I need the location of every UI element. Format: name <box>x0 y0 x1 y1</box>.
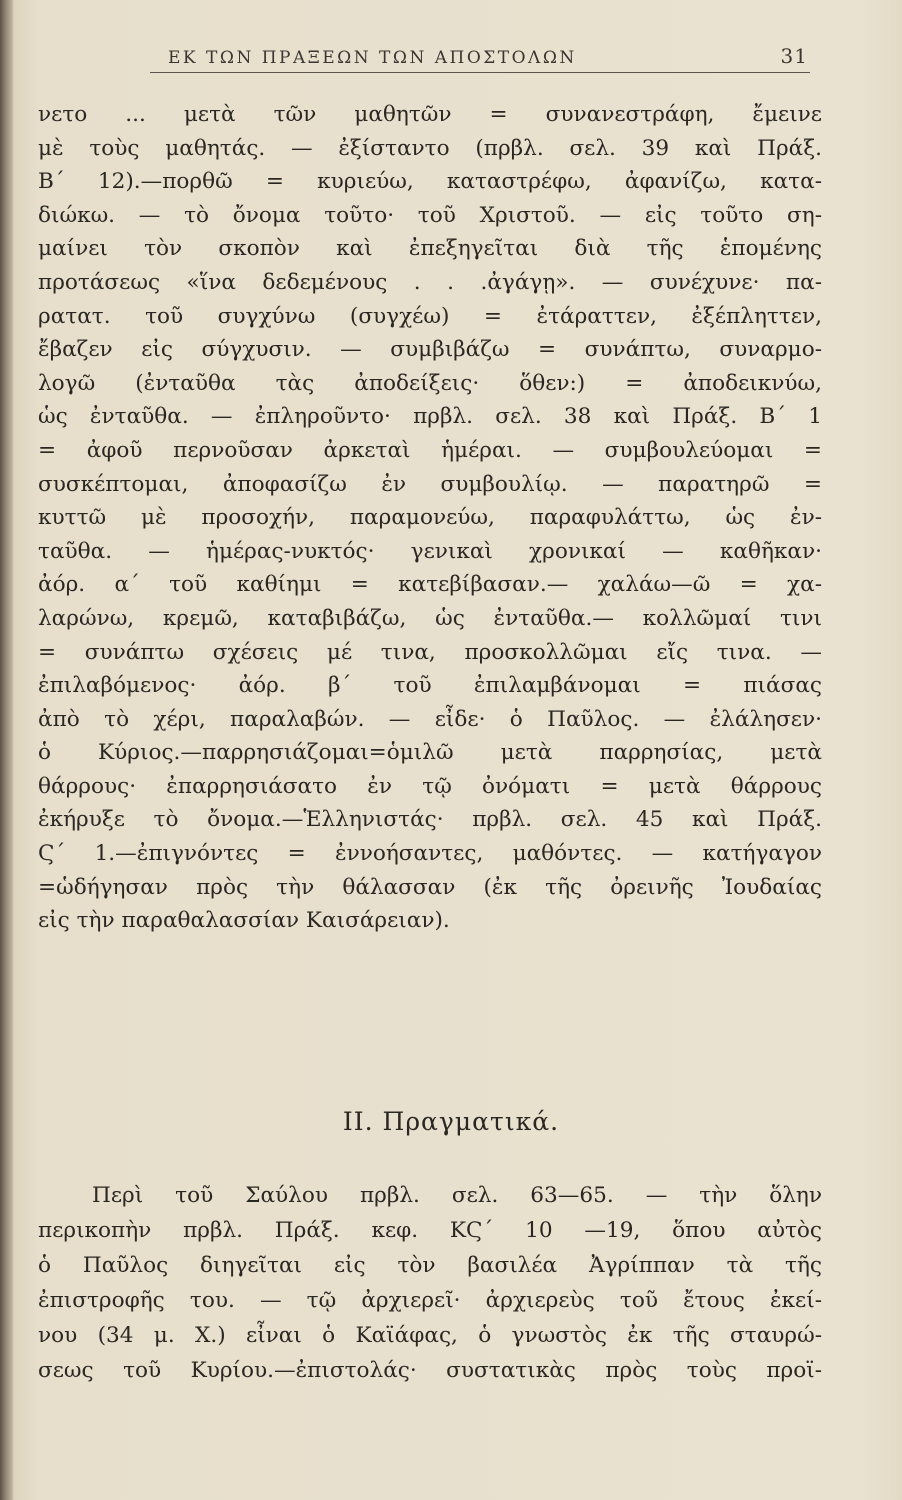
text-line: θάρρους· ἐπαρρησιάσατο ἐν τῷ ὀνόματι = μετὰ θάρρους <box>38 773 822 799</box>
text-line: ἔβαζεν εἰς σύγχυσιν. — συμβιβάζω = συνάπτω, συναρμο- <box>38 337 822 363</box>
running-header <box>168 44 808 74</box>
text-line: μὲ τοὺς μαθητάς. — ἐξίσταντο (πρβλ. σελ. 39 καὶ Πράξ. <box>38 135 822 161</box>
text-line: Περὶ τοῦ Σαύλου πρβλ. σελ. 63—65. — τὴν ὅλην <box>92 1183 822 1208</box>
text-line: λογῶ (ἐνταῦθα τὰς ἀποδείξεις· ὅθεν:) = ἀποδεικνύω, <box>38 370 822 396</box>
text-line: Ϛ΄ 1.—ἐπιγνόντες = ἐννοήσαντες, μαθόντες. — κατήγαγον <box>38 841 822 867</box>
header-rule <box>150 72 810 73</box>
text-line: ταῦθα. — ἡμέρας-νυκτός· γενικαὶ χρονικαί — καθῆκαν· <box>38 538 822 564</box>
section-heading: II. Πραγματικά. <box>342 1107 560 1136</box>
text-line: περικοπὴν πρβλ. Πράξ. κεφ. ΚϚ΄ 10 —19, ὅπου αὐτὸς <box>38 1218 822 1243</box>
text-line: νετο ... μετὰ τῶν μαθητῶν = συνανεστράφη, ἔμεινε <box>38 102 822 127</box>
text-line: εἰς τὴν παραθαλασσίαν Καισάρειαν). <box>38 908 450 934</box>
text-line: προτάσεως «ἵνα δεδεμένους . . .ἀγάγῃ». — συνέχυνε· πα- <box>38 269 822 295</box>
text-line: ἐπιστροφῆς του. — τῷ ἀρχιερεῖ· ἀρχιερεὺς τοῦ ἔτους ἐκεί- <box>38 1288 822 1313</box>
realia-notes <box>38 1178 822 1388</box>
text-line: =ὡδήγησαν πρὸς τὴν θάλασσαν (ἐκ τῆς ὀρεινῆς Ἰουδαίας <box>38 874 822 900</box>
text-line: = ἀφοῦ περνοῦσαν ἀρκεταὶ ἡμέραι. — συμβουλεύομαι = <box>38 437 822 463</box>
text-line: συσκέπτομαι, ἀποφασίζω ἐν συμβουλίῳ. — παρατηρῶ = <box>38 471 822 497</box>
text-line: λαρώνω, κρεμῶ, καταβιβάζω, ὡς ἐνταῦθα.— κολλῶμαί τινι <box>38 605 822 631</box>
text-line: σεως τοῦ Κυρίου.—ἐπιστολάς· συστατικὰς πρὸς τοὺς προϊ- <box>38 1358 822 1383</box>
text-line: ἐπιλαβόμενος· ἀόρ. β΄ τοῦ ἐπιλαμβάνομαι = πιάσας <box>38 673 822 699</box>
text-line: μαίνει τὸν σκοπὸν καὶ ἐπεξηγεῖται διὰ τῆς ἑπομένης <box>38 236 822 262</box>
text-line: = συνάπτω σχέσεις μέ τινα, προσκολλῶμαι εἴς τινα. — <box>38 639 822 665</box>
text-line: ρατατ. τοῦ συγχύνω (συγχέω) = ἐτάραττεν, ἐξέπληττεν, <box>38 303 822 329</box>
text-line: ὁ Κύριος.—παρρησιάζομαι=ὁμιλῶ μετὰ παρρησίας, μετὰ <box>38 740 822 766</box>
text-line: ἀπὸ τὸ χέρι, παραλαβών. — εἶδε· ὁ Παῦλος. — ἐλάλησεν· <box>38 706 822 732</box>
text-line: ὡς ἐνταῦθα. — ἐπληροῦντο· πρβλ. σελ. 38 καὶ Πράξ. Β΄ 1 <box>38 404 822 430</box>
text-line: νου (34 μ. Χ.) εἶναι ὁ Καϊάφας, ὁ γνωστὸς ἐκ τῆς σταυρώ- <box>38 1323 822 1348</box>
running-title: ΕΚ ΤΩΝ ΠΡΑΞΕΩΝ ΤΩΝ ΑΠΟΣΤΟΛΩΝ <box>168 48 577 68</box>
page-number: 31 <box>780 44 808 68</box>
glossary-notes <box>38 98 822 938</box>
text-line: κυττῶ μὲ προσοχήν, παραμονεύω, παραφυλάττω, ὡς ἐν- <box>38 505 822 531</box>
text-line: διώκω. — τὸ ὄνομα τοῦτο· τοῦ Χριστοῦ. — εἰς τοῦτο ση- <box>38 202 822 228</box>
text-line: ἀόρ. α΄ τοῦ καθίημι = κατεβίβασαν.— χαλάω—ῶ = χα- <box>38 572 822 598</box>
book-spine-shadow <box>0 0 14 1500</box>
text-line: ἐκήρυξε τὸ ὄνομα.—Ἑλληνιστάς· πρβλ. σελ. 45 καὶ Πράξ. <box>38 807 822 833</box>
text-line: Β΄ 12).—πορθῶ = κυριεύω, καταστρέφω, ἀφανίζω, κατα- <box>38 169 822 195</box>
text-line: ὁ Παῦλος διηγεῖται εἰς τὸν βασιλέα Ἀγρίππαν τὰ τῆς <box>38 1253 822 1278</box>
